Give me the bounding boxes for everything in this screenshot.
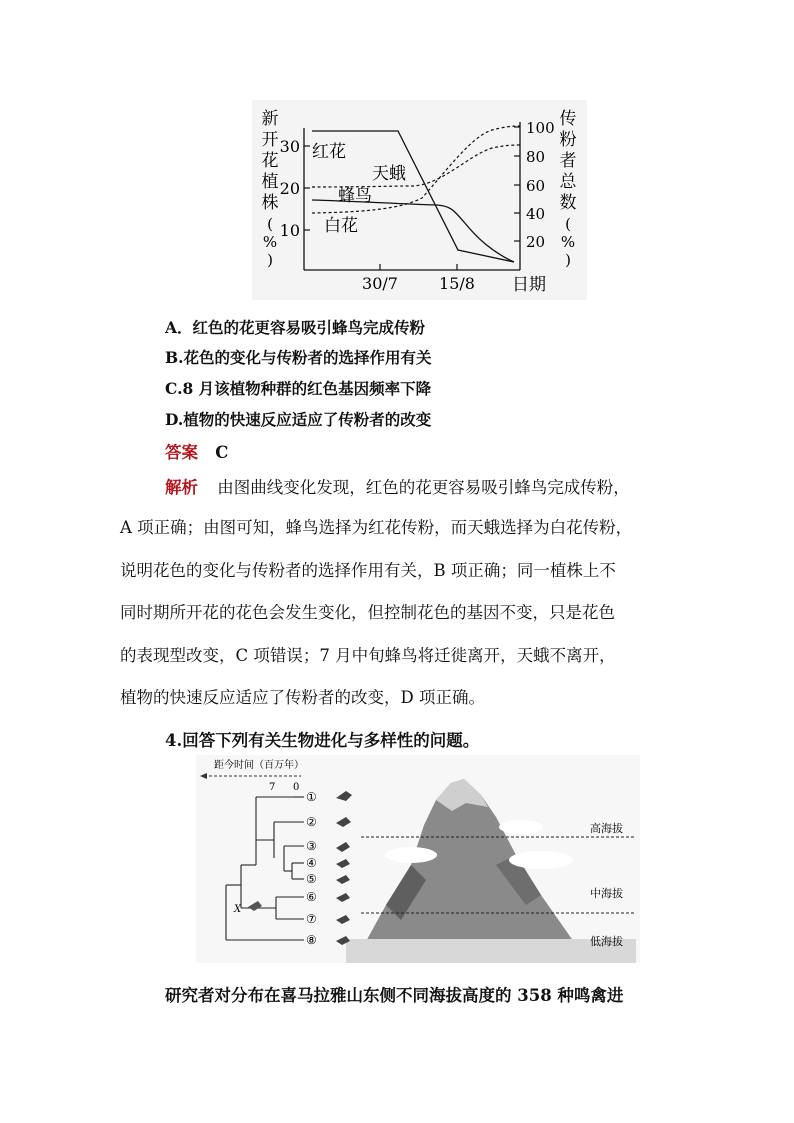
question4-title: 4.回答下列有关生物进化与多样性的问题。	[165, 731, 480, 750]
analysis-line-1: 由图曲线变化发现，红色的花更容易吸引蜂鸟完成传粉，	[217, 478, 630, 497]
node-label: ③	[306, 839, 317, 853]
option-d: D.植物的快速反应适应了传粉者的改变	[165, 410, 432, 429]
time-tick-7: 7	[269, 782, 276, 793]
node-label: ⑧	[306, 933, 317, 947]
node-label: ⑦	[306, 912, 317, 926]
left-axis-char: 开	[261, 130, 279, 150]
option-c: C.8 月该植物种群的红色基因频率下降	[165, 379, 432, 398]
answer-label: 答案	[165, 443, 198, 462]
series-label-hummingbird: 蜂鸟	[338, 186, 372, 206]
left-axis-char: %	[262, 233, 278, 251]
node-label: ⑥	[306, 890, 317, 904]
right-axis-char: 传	[559, 109, 577, 129]
left-axis-char: 新	[261, 109, 279, 129]
right-tick-label: 60	[526, 177, 546, 195]
left-tick-label: 20	[279, 179, 300, 198]
right-axis-char: 总	[559, 172, 577, 192]
x-axis-label: 日期	[512, 275, 546, 295]
right-axis-char: (	[565, 215, 571, 233]
left-axis-char: )	[267, 251, 273, 269]
zone-low-label: 低海拔	[590, 935, 623, 948]
cloud	[385, 847, 437, 863]
analysis-line-6: 植物的快速反应适应了传粉者的改变，D 项正确。	[120, 688, 485, 707]
pollinator-chart-svg	[252, 100, 587, 300]
right-tick-label: 80	[526, 148, 546, 166]
question4-body: 研究者对分布在喜马拉雅山东侧不同海拔高度的 358 种鸣禽进	[165, 986, 624, 1005]
left-tick-label: 30	[279, 137, 300, 156]
series-label-red-flower: 红花	[312, 142, 346, 162]
node-label: ①	[306, 790, 317, 804]
time-tick-0: 0	[293, 782, 300, 793]
phylogeny-figure	[196, 755, 640, 963]
node-label: ④	[306, 856, 317, 870]
right-axis-char: 粉	[559, 130, 577, 150]
zone-mid-label: 中海拔	[590, 887, 623, 900]
node-label: ⑤	[306, 872, 317, 886]
time-axis-label: 距今时间（百万年）	[214, 760, 304, 771]
node-label: ②	[306, 815, 317, 829]
x-tick-label: 15/8	[439, 274, 475, 293]
right-tick-label: 20	[526, 233, 546, 251]
node-x-label: X	[234, 904, 242, 915]
option-a: A．红色的花更容易吸引蜂鸟完成传粉	[165, 318, 426, 337]
left-axis-char: 植	[261, 172, 279, 192]
pollinator-chart	[252, 100, 587, 300]
series-label-white-flower: 白花	[324, 216, 358, 236]
analysis-line-4: 同时期所开花的花色会发生变化，但控制花色的基因不变，只是花色	[120, 603, 615, 622]
analysis-first-line	[165, 474, 630, 498]
analysis-line-5: 的表现型改变，C 项错误；7 月中旬蜂鸟将迁徙离开，天蛾不离开，	[120, 646, 616, 665]
cloud	[499, 820, 543, 834]
zone-high-label: 高海拔	[590, 822, 623, 835]
right-tick-label: 100	[526, 119, 555, 137]
left-axis-char: (	[267, 215, 273, 233]
left-tick-label: 10	[279, 221, 300, 240]
series-label-moth: 天蛾	[372, 164, 406, 184]
option-b: B.花色的变化与传粉者的选择作用有关	[165, 348, 432, 367]
right-tick-label: 40	[526, 205, 546, 223]
answer-row	[165, 439, 228, 463]
cloud	[509, 851, 573, 869]
right-axis-char: 者	[559, 151, 577, 171]
right-axis-char: )	[565, 251, 571, 269]
phylogeny-figure-svg	[196, 755, 640, 963]
answer-value: C	[215, 443, 229, 462]
x-tick-label: 30/7	[362, 274, 398, 293]
right-axis-char: 数	[559, 193, 577, 213]
analysis-label: 解析	[165, 478, 198, 497]
left-axis-char: 株	[261, 193, 279, 213]
analysis-line-3: 说明花色的变化与传粉者的选择作用有关，B 项正确；同一植株上不	[120, 561, 616, 580]
right-axis-char: %	[560, 233, 576, 251]
left-axis-char: 花	[261, 151, 279, 171]
analysis-line-2: A 项正确；由图可知，蜂鸟选择为红花传粉，而天蛾选择为白花传粉，	[120, 518, 633, 537]
